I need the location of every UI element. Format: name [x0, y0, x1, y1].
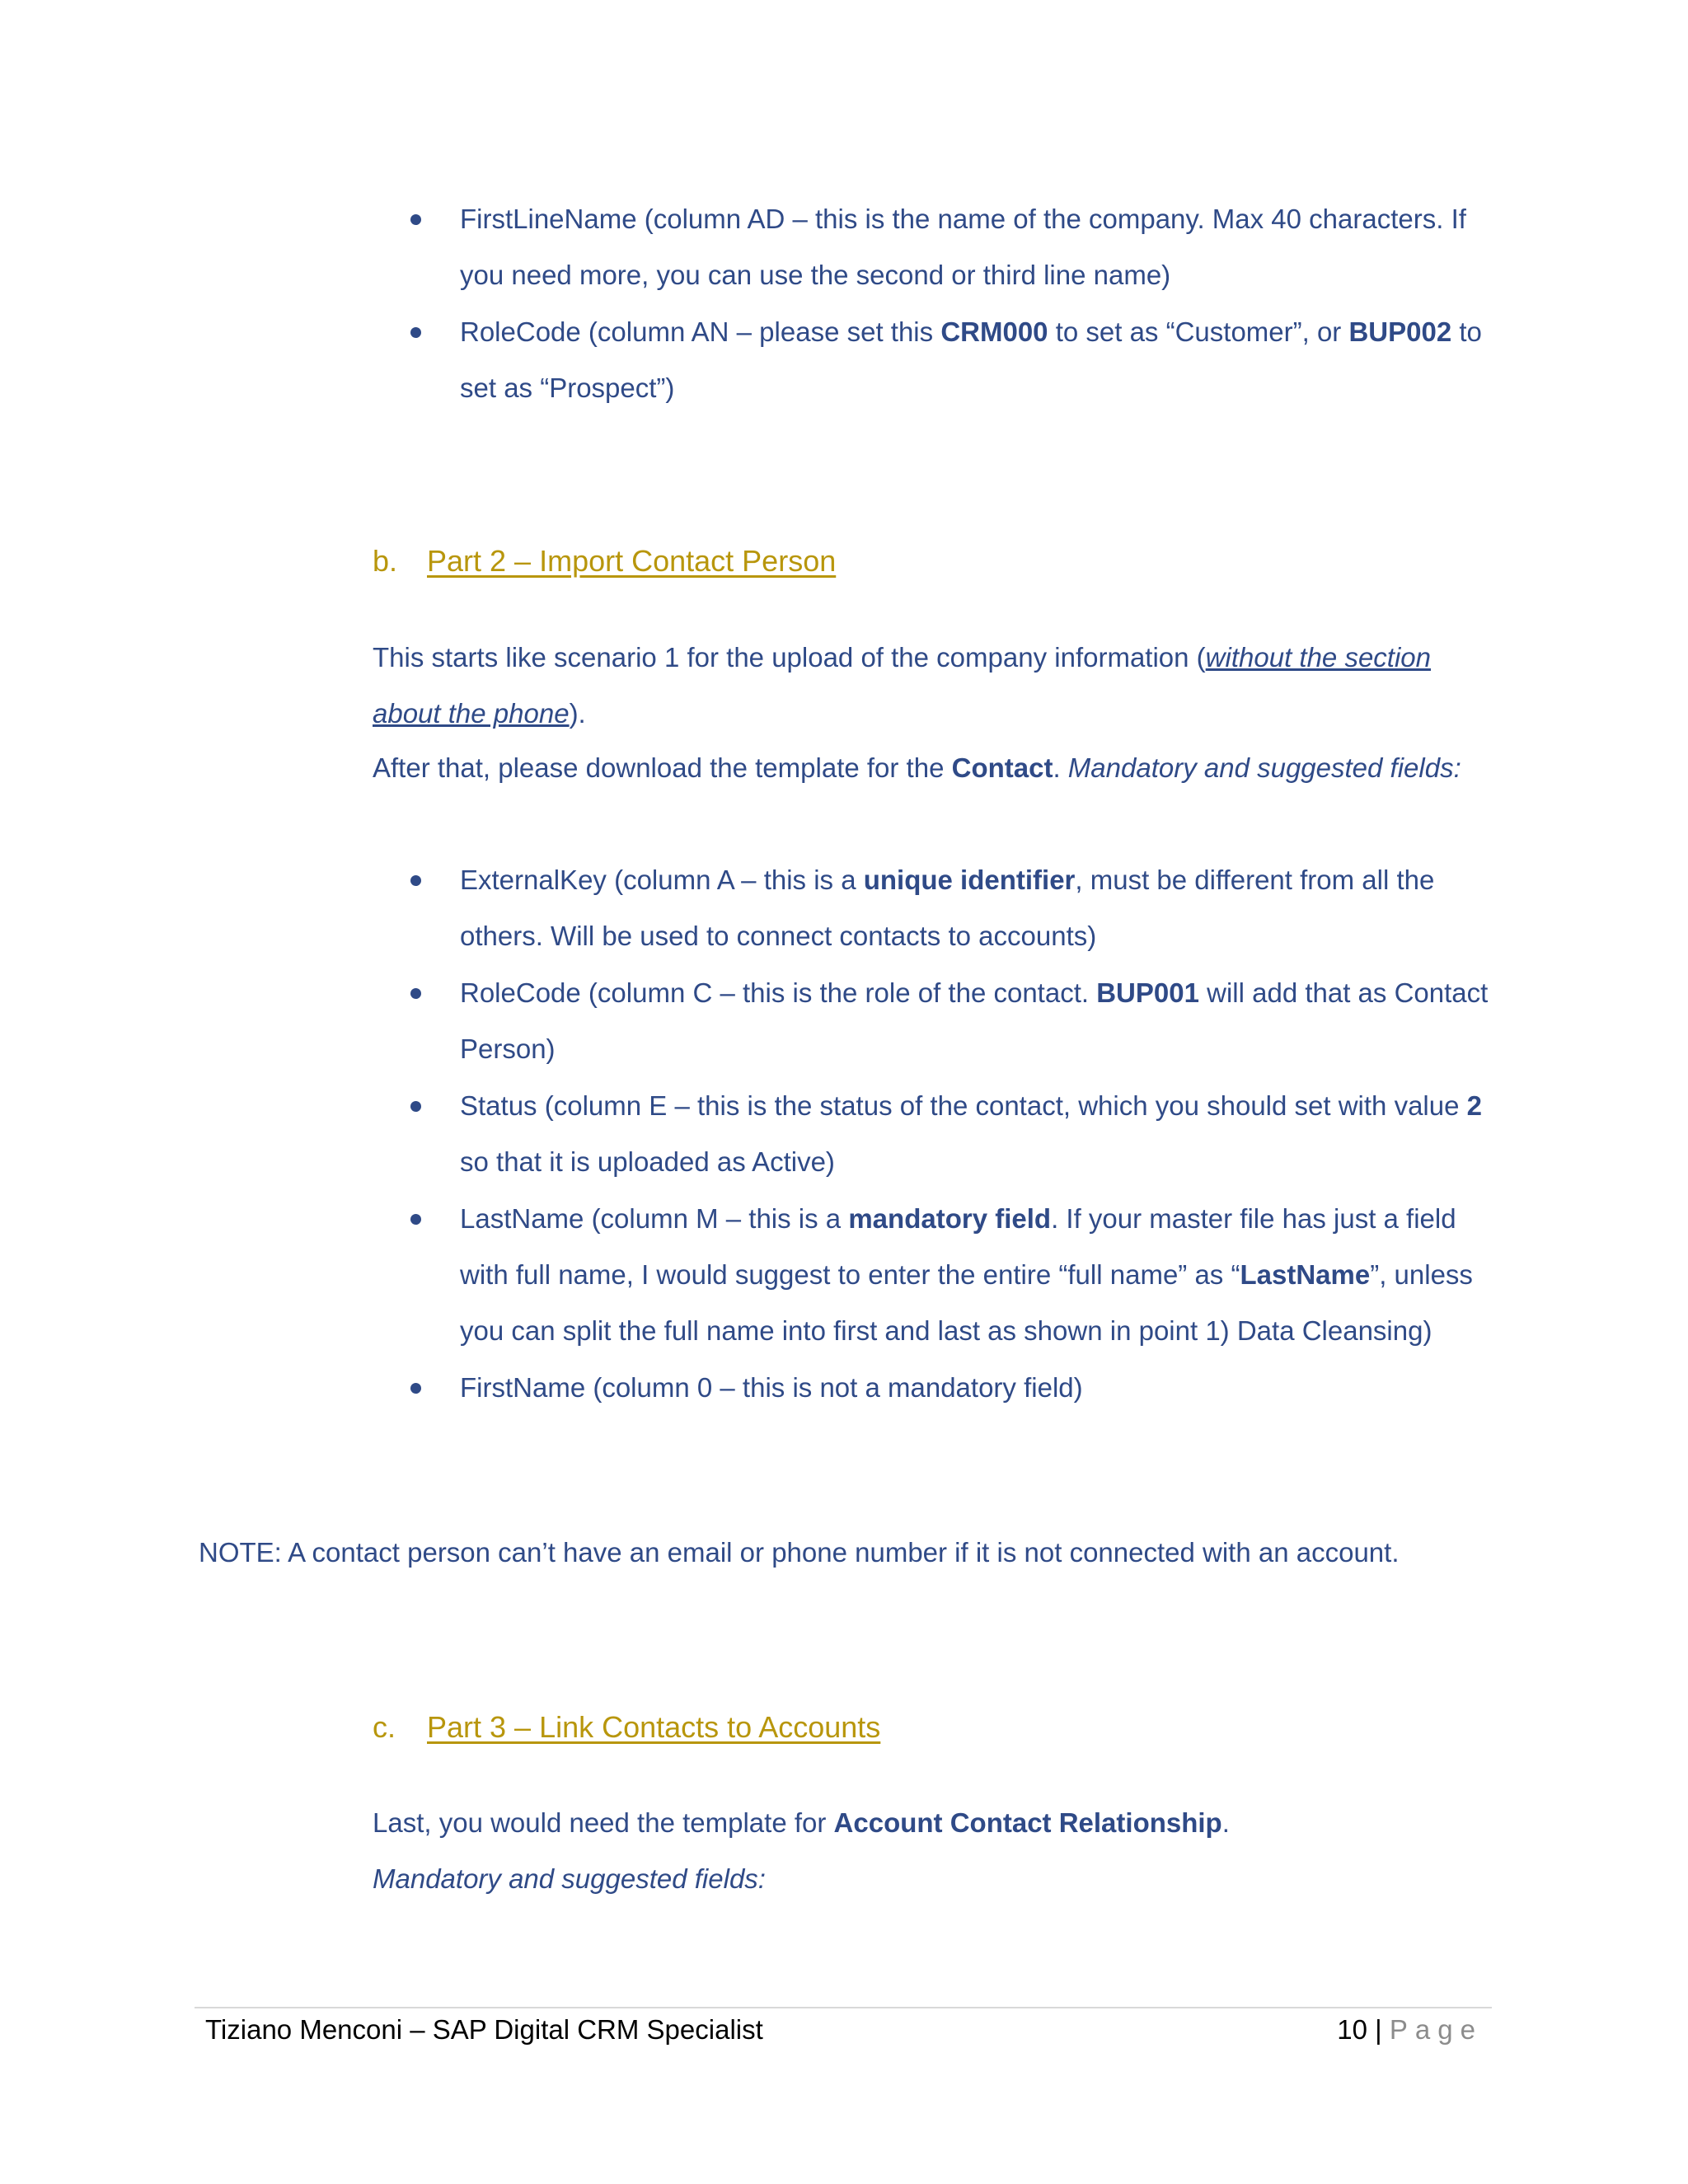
- list-item-text: [460, 1372, 1083, 1403]
- text-run: Account Contact Relationship: [833, 1807, 1222, 1838]
- text-run: ).: [569, 698, 586, 729]
- text-run: LastName (column M – this is a: [460, 1203, 849, 1234]
- section-b-template-text: [373, 740, 1485, 796]
- bullet-icon: [410, 875, 421, 886]
- text-run: BUP001: [1096, 977, 1199, 1008]
- list-item: [410, 191, 1498, 303]
- section-c-template-text: [373, 1795, 1485, 1851]
- list-item-text: [460, 1203, 1473, 1346]
- text-run: RoleCode (column AN – please set this: [460, 316, 941, 347]
- section-b-heading: [373, 541, 836, 582]
- text-run: , must be different from all the others. Will be used to connect contacts to accounts): [460, 865, 1435, 951]
- section-c-letter: c.: [373, 1710, 396, 1744]
- section-c-title: Part 3 – Link Contacts to Accounts: [427, 1710, 881, 1744]
- text-run: .: [1053, 752, 1068, 783]
- section-c-fields-label: Mandatory and suggested fields:: [373, 1863, 766, 1894]
- text-run: BUP002: [1348, 316, 1452, 347]
- text-run: ”, unless you can split the full name into first and last as shown in point 1) Data Cleansing): [460, 1259, 1473, 1346]
- list-item: [410, 852, 1498, 964]
- page-separator: |: [1375, 2014, 1382, 2045]
- section-b-intro: [373, 630, 1485, 742]
- text-run: . If your master file has just a field with full name, I would suggest to enter the entire “full name” as “: [460, 1203, 1456, 1290]
- text-run: 2: [1466, 1090, 1482, 1121]
- footer-divider: [195, 2007, 1492, 2008]
- section-b-title: Part 2 – Import Contact Person: [427, 544, 837, 578]
- bullet-icon: [410, 1383, 421, 1394]
- footer-author: Tiziano Menconi – SAP Digital CRM Specialist: [205, 2014, 763, 2045]
- list-item-text: [460, 204, 1466, 290]
- text-run: to set as “Customer”, or: [1048, 316, 1349, 347]
- text-run: mandatory field: [848, 1203, 1052, 1234]
- page-label: Page: [1389, 2014, 1483, 2045]
- text-run: without the section about the phone: [373, 642, 1432, 729]
- text-run: LastName: [1240, 1259, 1371, 1290]
- section-c-heading: [373, 1707, 880, 1748]
- text-run: unique identifier: [863, 865, 1076, 895]
- text-run: Status (column E – this is the status of the contact, which you should set with value: [460, 1090, 1467, 1121]
- contact-fields-list: [410, 852, 1498, 1417]
- text-run: FirstName (column 0 – this is not a mandatory field): [460, 1372, 1083, 1403]
- text-run: will add that as Contact Person): [460, 977, 1489, 1064]
- bullet-icon: [410, 214, 421, 225]
- text-run: This starts like scenario 1 for the upload of the company information (: [373, 642, 1206, 673]
- text-run: .: [1221, 1807, 1230, 1838]
- bullet-icon: [410, 1214, 421, 1225]
- text-run: After that, please download the template for the: [373, 752, 952, 783]
- bullet-icon: [410, 1101, 421, 1112]
- bullet-icon: [410, 327, 421, 338]
- text-run: Mandatory and suggested fields:: [1067, 752, 1461, 783]
- page-number: 10: [1337, 2014, 1367, 2045]
- list-item: [410, 1191, 1498, 1359]
- list-item-text: [460, 316, 1482, 403]
- list-item-text: [460, 865, 1434, 951]
- section-b-letter: b.: [373, 544, 398, 578]
- bullet-icon: [410, 988, 421, 999]
- text-run: Contact: [951, 752, 1053, 783]
- list-item: [410, 304, 1498, 416]
- footer-page-number: [1337, 2009, 1483, 2050]
- list-item-text: [460, 977, 1488, 1064]
- text-run: RoleCode (column C – this is the role of the contact.: [460, 977, 1097, 1008]
- list-item: [410, 1360, 1498, 1416]
- company-fields-list: [410, 191, 1498, 417]
- text-run: CRM000: [940, 316, 1048, 347]
- list-item-text: [460, 1090, 1482, 1177]
- text-run: FirstLineName (column AD – this is the name of the company. Max 40 characters. If you need more, you can use the second or third line name): [460, 204, 1466, 290]
- text-run: so that it is uploaded as Active): [460, 1146, 835, 1177]
- note-text: NOTE: A contact person can’t have an email or phone number if it is not connected with an account.: [199, 1537, 1400, 1568]
- text-run: to set as “Prospect”): [460, 316, 1482, 403]
- text-run: Last, you would need the template for: [373, 1807, 834, 1838]
- list-item: [410, 1078, 1498, 1190]
- text-run: ExternalKey (column A – this is a: [460, 865, 864, 895]
- list-item: [410, 965, 1498, 1077]
